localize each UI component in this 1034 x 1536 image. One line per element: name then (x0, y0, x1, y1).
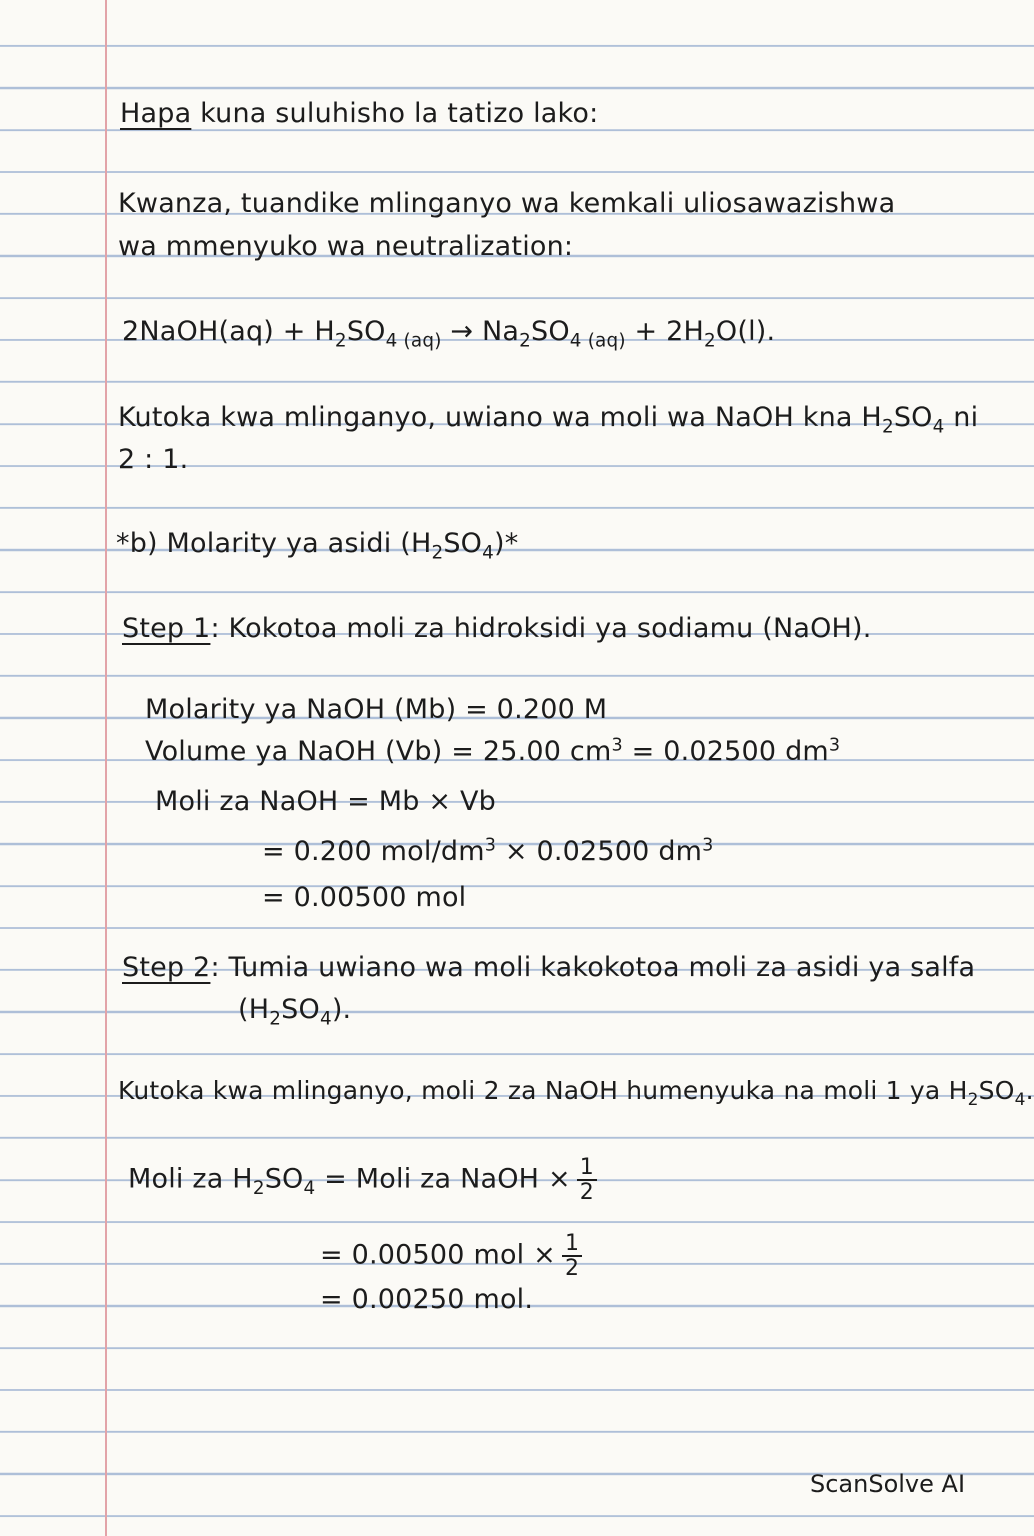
step-2-heading: Step 2: Tumia uwiano wa moli kakokotoa moli za asidi ya salfa (122, 952, 976, 983)
step-2-heading-cont: $(H_2SO_4)$. (238, 994, 352, 1030)
ratio-line-1: Kutoka kwa mlinganyo, uwiano wa moli wa NaOH kna $H_2SO_4$ ni (118, 402, 979, 438)
intro-line-2: wa mmenyuko wa neutralization: (118, 231, 574, 262)
half-fraction: $\frac{1}{2}$ (577, 1156, 597, 1204)
moles-naoh-result: = 0.00500 mol (262, 882, 467, 913)
half-fraction-2: $\frac{1}{2}$ (562, 1232, 582, 1280)
brand-watermark: ScanSolve AI (810, 1470, 966, 1498)
reaction-ratio-text: Kutoka kwa mlinganyo, moli 2 za NaOH humenyuka na moli 1 ya $H_2SO_4$. (118, 1076, 1034, 1110)
volume-naoh: Volume ya NaOH (Vb) = 25.00 $cm^3 = 0.02500$ $dm^3$ (145, 735, 841, 767)
step-1-heading: Step 1: Kokotoa moli za hidroksidi ya sodiamu (NaOH). (122, 613, 872, 644)
moles-naoh-formula: Moli za NaOH = Mb × Vb (155, 786, 497, 817)
ratio-line-2: 2 : 1. (118, 444, 189, 475)
part-b-heading: *b) Molarity ya asidi $(H_2SO_4)*$ (116, 528, 519, 564)
margin-line (105, 0, 107, 1536)
molarity-naoh: Molarity ya NaOH (Mb) = 0.200 M (145, 694, 608, 725)
moles-naoh-calc: = 0.200 mol/$dm^3 \times 0.02500$ $dm^3$ (262, 835, 714, 867)
moles-acid-result: = 0.00250 mol. (320, 1284, 534, 1315)
balanced-equation: 2NaOH(aq) + $H_2SO_{4 (aq)} \to Na_2SO_{4 (aq)} + 2H_2O(l)$. (122, 316, 776, 352)
page-title: Hapa kuna suluhisho la tatizo lako: (120, 98, 599, 129)
moles-acid-formula: Moli za $H_2SO_4$ = Moli za NaOH × $\frac{1}{2}$ (128, 1156, 597, 1204)
intro-line-1: Kwanza, tuandike mlinganyo wa kemkali uliosawazishwa (118, 188, 896, 219)
moles-acid-calc: = 0.00500 mol × $\frac{1}{2}$ (320, 1232, 582, 1280)
